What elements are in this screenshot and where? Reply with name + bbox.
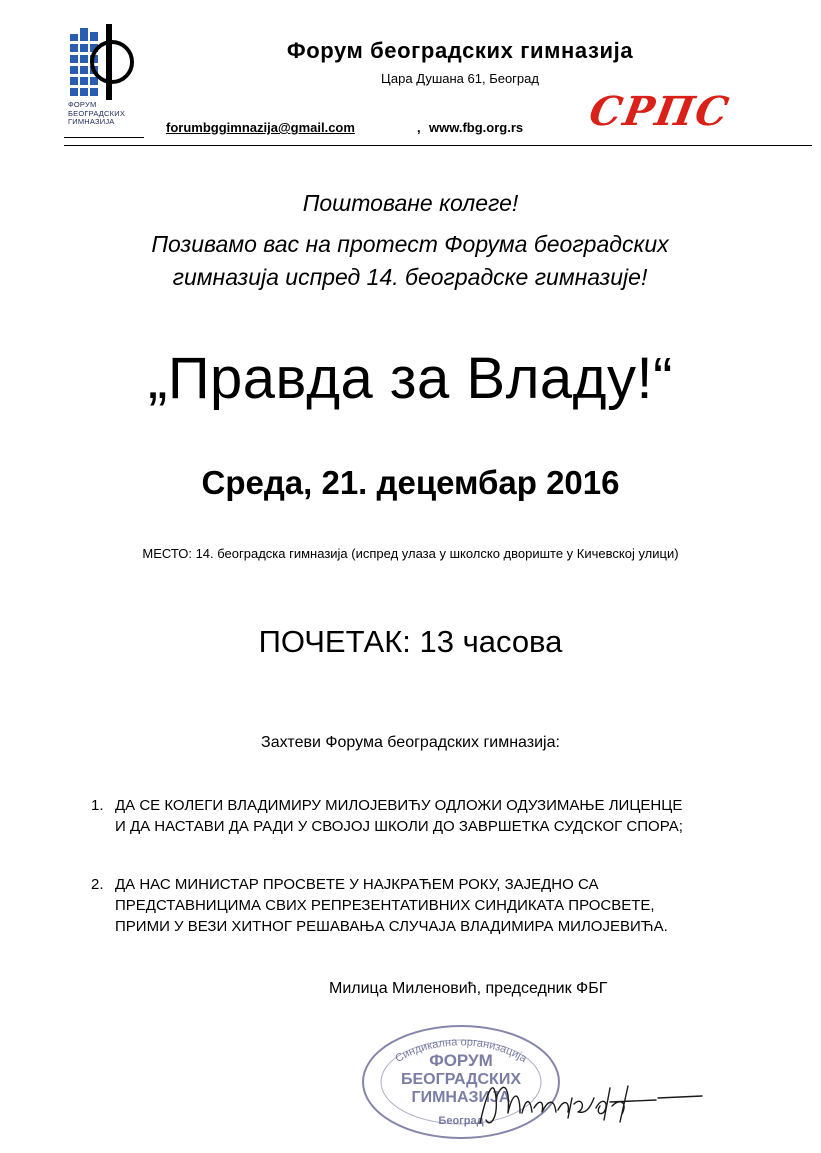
logo-block	[80, 77, 88, 85]
demand-line: ДА НАС МИНИСТАР ПРОСВЕТЕ У НАЈКРАЋЕМ РОКУ, ЗАЈЕДНО СА	[115, 876, 599, 893]
greeting: Поштоване колеге!	[302, 190, 519, 216]
demand-item	[91, 795, 805, 837]
website-link[interactable]: www.fbg.org.rs	[429, 120, 524, 135]
logo-block	[80, 88, 88, 96]
logo-block	[80, 28, 88, 41]
demands-title: Захтеви Форума београдских гимназија:	[261, 734, 560, 751]
invitation-line: Позивамо вас на протест Форума београдских	[151, 231, 669, 257]
stamp-line: БЕОГРАДСКИХ	[401, 1071, 521, 1088]
logo-block	[80, 44, 88, 52]
demand-number: 1.	[91, 797, 104, 814]
demand-line: ДА СЕ КОЛЕГИ ВЛАДИМИРУ МИЛОЈЕВИЋУ ОДЛОЖИ ОДУЗИМАЊЕ ЛИЦЕНЦЕ	[115, 797, 683, 814]
logo-block	[70, 44, 78, 52]
logo-bar	[106, 24, 112, 100]
logo-block	[70, 66, 78, 74]
protest-slogan: „Правда за Владу!“	[148, 346, 673, 411]
logo-block	[80, 55, 88, 63]
demand-item	[91, 874, 805, 937]
protest-date: Среда, 21. децембар 2016	[201, 464, 620, 501]
logo-block	[70, 77, 78, 85]
logo-caption-line: ГИМНАЗИЈА	[68, 117, 115, 126]
signatory: Милица Миленовић, председник ФБГ	[329, 980, 608, 997]
demand-text	[115, 795, 805, 837]
stamp-arc-text: Синдикална организација	[393, 1036, 529, 1066]
demand-number: 2.	[91, 876, 104, 893]
logo-block	[70, 34, 78, 41]
handwritten-signature	[460, 1068, 720, 1138]
demand-text	[115, 874, 805, 937]
email-link[interactable]: forumbggimnazija@gmail.com	[166, 120, 355, 135]
org-address: Цара Душана 61, Београд	[381, 71, 539, 86]
srps-logo: СРПС	[585, 88, 734, 135]
stamp-bottom-text: Београд	[438, 1115, 484, 1127]
start-time: ПОЧЕТАК: 13 часова	[258, 624, 563, 659]
logo-block	[70, 55, 78, 63]
logo-block	[90, 88, 98, 96]
invitation-line: гимназија испред 14. београдске гимназије!	[172, 264, 648, 290]
logo-block	[90, 32, 98, 41]
org-name: Форум београдских гимназија	[286, 38, 634, 63]
protest-location: МЕСТО: 14. београдска гимназија (испред улаза у школско двориште у Кичевској улици)	[142, 546, 679, 561]
stamp-line: ГИМНАЗИЈА	[411, 1089, 511, 1106]
logo-caption	[68, 101, 125, 127]
logo-block	[70, 88, 78, 96]
stamp-line: ФОРУМ	[429, 1051, 493, 1070]
invitation	[60, 228, 760, 294]
logo-underline	[64, 137, 144, 138]
header-divider	[64, 145, 812, 146]
demand-line: ПРИМИ У ВЕЗИ ХИТНОГ РЕШАВАЊА СЛУЧАЈА ВЛАДИМИРА МИЛОЈЕВИЋА.	[115, 918, 668, 935]
logo-block	[90, 77, 98, 85]
logo-caption-line: БЕОГРАДСКИХ	[68, 108, 126, 118]
logo-caption-line: ФОРУМ	[68, 100, 97, 109]
logo-block	[80, 66, 88, 74]
demand-line: ПРЕДСТАВНИЦИМА СВИХ РЕПРЕЗЕНТАТИВНИХ СИНДИКАТА ПРОСВЕТЕ,	[115, 897, 655, 914]
demand-line: И ДА НАСТАВИ ДА РАДИ У СВОЈОЈ ШКОЛИ ДО ЗАВРШЕТКА СУДСКОГ СПОРА;	[115, 818, 683, 835]
contact-separator: ,	[417, 120, 421, 135]
